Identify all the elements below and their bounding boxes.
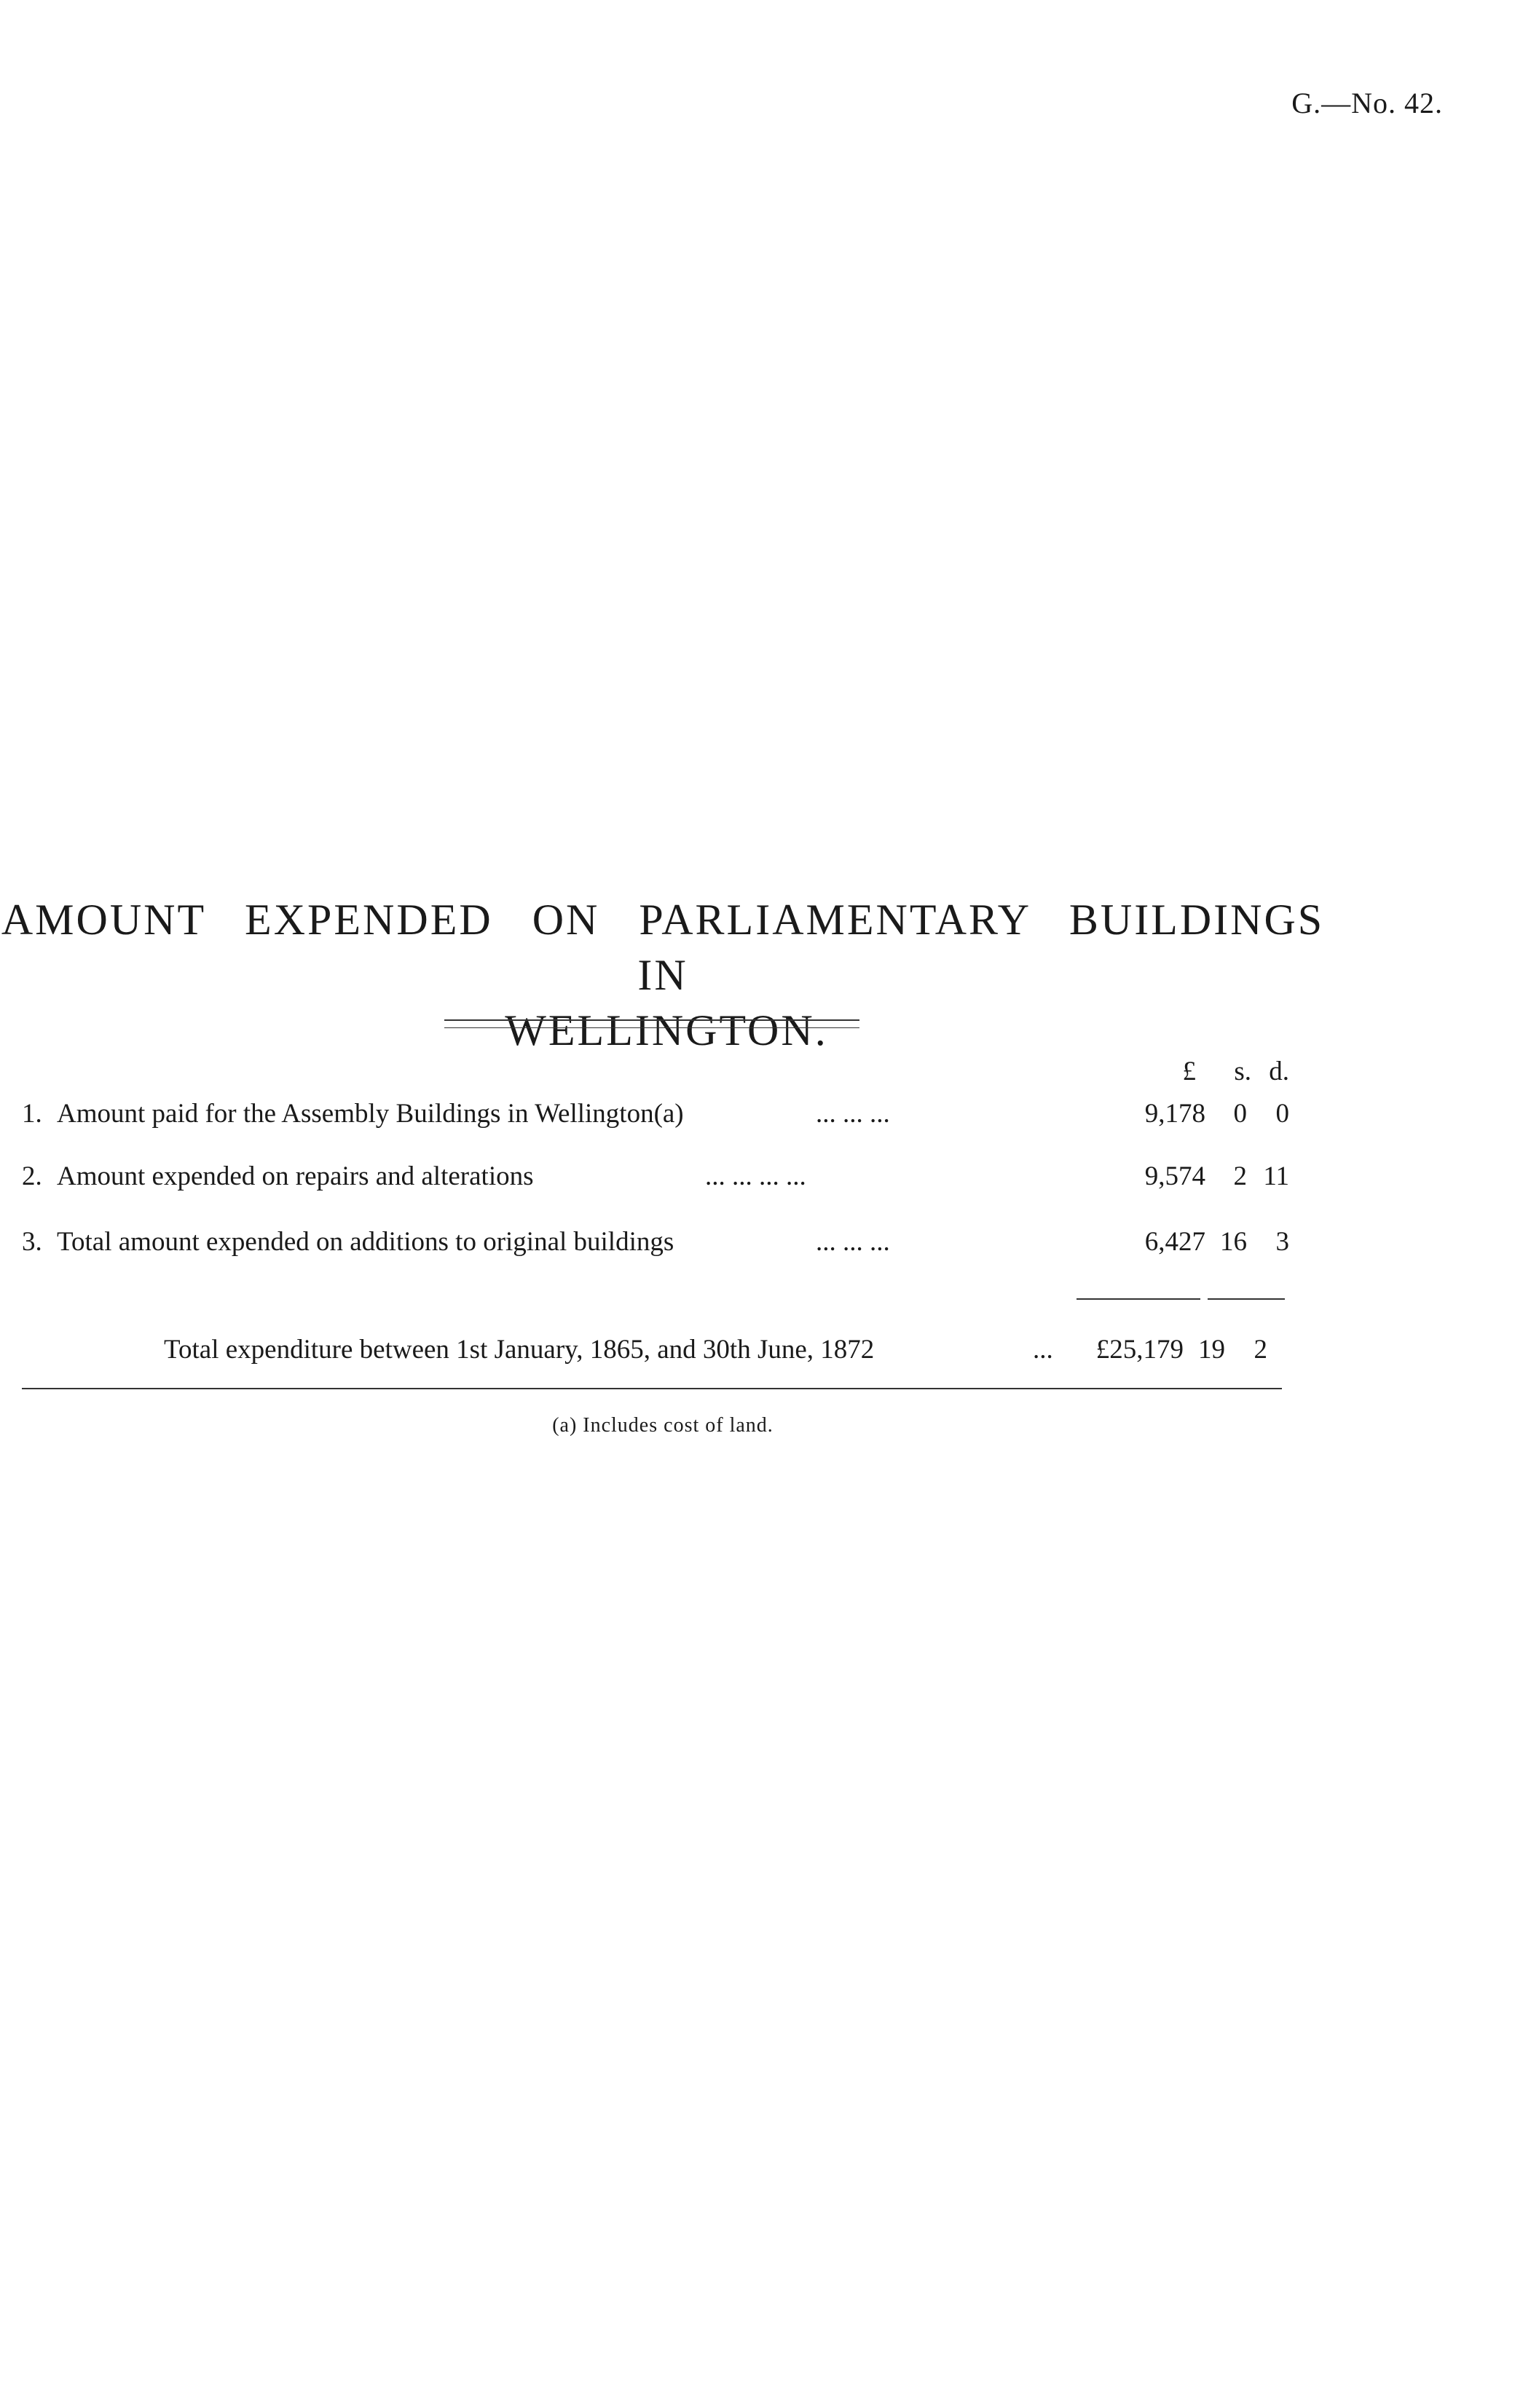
amount-pence: 0 [1275,1099,1289,1129]
row-description: Amount expended on repairs and alterations [57,1161,534,1191]
amount-pounds: 6,427 [1144,1227,1205,1257]
row-description: Amount paid for the Assembly Buildings in Wellington(a) [57,1099,684,1129]
row-number: 3. [22,1227,42,1257]
row-number: 1. [22,1099,42,1129]
total-row [0,1334,1289,1370]
amount-pence: 11 [1263,1161,1289,1191]
total-pounds: £25,179 [1095,1335,1184,1365]
shillings-header: s. [1234,1057,1251,1086]
amount-pounds: 9,574 [1144,1161,1205,1191]
title-divider-top [444,1019,859,1021]
sum-rule-shillings-pence [1208,1298,1285,1300]
table-row [22,1226,1289,1263]
amount-shillings: 0 [1233,1099,1247,1129]
pounds-header: £ [1182,1057,1196,1086]
total-pence: 2 [1254,1335,1267,1365]
row-number: 2. [22,1161,42,1191]
amount-shillings: 2 [1233,1161,1247,1191]
column-header-row [22,1056,1289,1092]
page-title [0,892,1326,1058]
title-line-2: WELLINGTON. [505,1006,828,1055]
footnote: (a) Includes cost of land. [552,1414,774,1437]
leader-dots: ... ... ... [816,1227,890,1257]
document-reference: G.—No. 42. [1291,87,1443,119]
pence-header: d. [1269,1057,1289,1086]
amount-pounds: 9,178 [1144,1099,1205,1129]
title-divider-bottom [444,1027,859,1028]
footnote-divider [22,1388,1282,1389]
total-description: Total expenditure between 1st January, 1865, and 30th June, 1872 [164,1335,875,1365]
leader-dots: ... [1033,1335,1053,1365]
sum-rule-pounds [1077,1298,1200,1300]
leader-dots: ... ... ... [816,1099,890,1129]
table-row [22,1161,1289,1197]
amount-shillings: 16 [1220,1227,1247,1257]
row-description: Total amount expended on additions to original buildings [57,1227,674,1257]
leader-dots: ... ... ... ... [705,1161,806,1191]
amount-pence: 3 [1275,1227,1289,1257]
title-line-1: AMOUNT EXPENDED ON PARLIAMENTARY BUILDINGS IN [1,896,1325,1000]
total-shillings: 19 [1198,1335,1225,1365]
table-row [22,1098,1289,1134]
